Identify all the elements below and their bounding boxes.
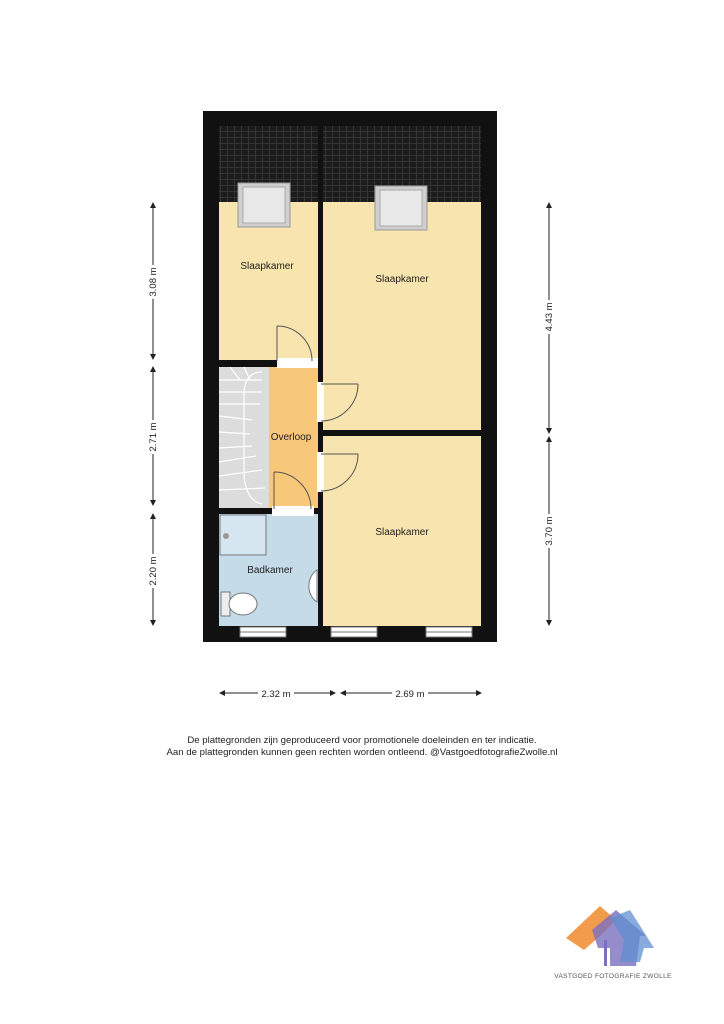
skylight-left [238, 183, 290, 227]
room-label-bathroom: Badkamer [247, 565, 293, 576]
disclaimer-line-1: De plattegronden zijn geproduceerd voor promotionele doeleinden en ter indicatie. [187, 735, 537, 746]
dimension-label-right-bottom: 3.70 m [544, 516, 555, 546]
dimension-label-left-middle: 2.71 m [148, 422, 159, 452]
dimension-label-right-top: 4.43 m [544, 302, 555, 332]
toilet [221, 592, 257, 616]
brand-name: VASTGOED FOTOGRAFIE ZWOLLE [554, 973, 672, 980]
dimension-label-left-top: 3.08 m [148, 267, 159, 297]
disclaimer-line-2: Aan de plattegronden kunnen geen rechten worden ontleend. @VastgoedfotografieZwolle.nl [166, 747, 558, 758]
window-bedroom-1 [331, 627, 377, 637]
room-label-landing: Overloop [270, 432, 312, 443]
shower [220, 515, 266, 555]
window-bedroom-2 [426, 627, 472, 637]
brand-logo-icon [566, 906, 654, 966]
room-label-bedroom-large-bottom: Slaapkamer [375, 527, 429, 538]
room-label-bedroom-small: Slaapkamer [240, 261, 294, 272]
room-label-bedroom-large-top: Slaapkamer [375, 274, 429, 285]
disclaimer [0, 735, 724, 759]
skylight-right [375, 186, 427, 230]
dimension-label-left-bottom: 2.20 m [148, 556, 159, 586]
bedroom-large-top-area [323, 202, 481, 430]
dimension-label-bottom-left: 2.32 m [261, 689, 291, 700]
window-bathroom [240, 627, 286, 637]
dimension-label-bottom-right: 2.69 m [395, 689, 425, 700]
